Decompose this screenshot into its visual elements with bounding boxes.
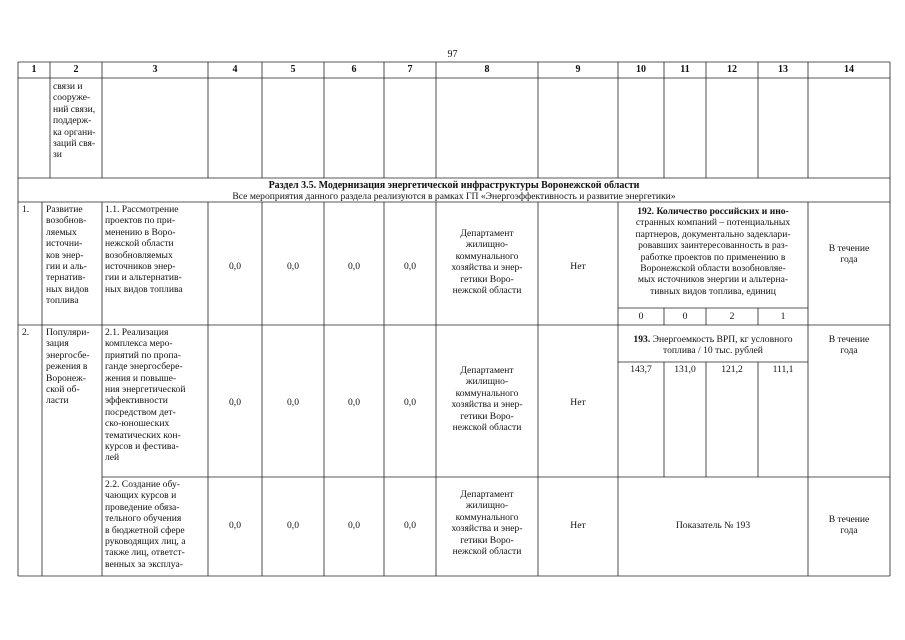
indicator-value: 0 (682, 311, 688, 322)
text-line: работке проектов по применению в (640, 251, 786, 263)
text-line: гии и альтернатив- (105, 272, 182, 284)
text-line: нежской области (105, 238, 174, 250)
text-line: режения в (46, 361, 88, 373)
term (808, 334, 890, 357)
continuation-col2-text (53, 81, 99, 161)
funding-value: 0,0 (348, 397, 360, 408)
text-line: комплекса меро- (105, 338, 173, 350)
text-line: эффективности (105, 395, 168, 407)
text-line: нежской области (452, 422, 522, 434)
text-line: ка органи- (53, 126, 96, 138)
header-col-12: 12 (727, 64, 737, 75)
indicator-text (620, 206, 806, 297)
text-line: тематических кон- (105, 429, 181, 441)
text-line: гетики Воро- (460, 534, 514, 546)
term (808, 514, 890, 537)
text-line: года (840, 525, 858, 537)
text-line: ния энергетической (105, 384, 186, 396)
text-line: Департамент (460, 228, 514, 239)
text-line: поддерж- (53, 115, 92, 127)
text-line: мых источников энергии и альтерна- (637, 274, 789, 286)
indicator-number: 193. (633, 334, 651, 345)
text-line: Воронежской области возобновляе- (640, 263, 786, 275)
text-line: 1.1. Рассмотрение (105, 204, 179, 215)
header-col-3: 3 (152, 64, 158, 75)
indicator-value: 121,2 (721, 364, 743, 375)
funding-value: 0,0 (229, 520, 241, 531)
text-line: топлива / 10 тыс. рублей (663, 345, 763, 357)
header-col-14: 14 (844, 64, 854, 75)
row-number: 2. (22, 327, 30, 338)
indicator-value: 2 (729, 311, 735, 322)
text-line: гии и аль- (46, 261, 87, 273)
text-line: жения и повыше- (105, 372, 177, 384)
page-number: 97 (447, 49, 458, 60)
section-title: Раздел 3.5. Модернизация энергетической инфраструктуры Воронежской области (268, 180, 640, 191)
text-line: руководящих лиц, а (105, 536, 186, 548)
text-line: Популяри- (46, 327, 90, 338)
col9-value: Нет (570, 261, 586, 272)
text-line: ской об- (46, 384, 80, 396)
text-line: в бюджетной сфере (105, 524, 185, 536)
indicator-value: 0 (638, 311, 644, 322)
activity-text (105, 327, 205, 464)
funding-value: 0,0 (287, 520, 299, 531)
header-col-4: 4 (232, 64, 238, 75)
text-line (620, 334, 806, 345)
activity-text (105, 479, 205, 570)
text-line: коммунального (455, 511, 519, 523)
text-line: странных компаний – потенциальных (635, 217, 791, 229)
text-line: ласти (46, 395, 69, 407)
text-line: ных видов (46, 283, 89, 295)
header-col-7: 7 (407, 64, 413, 75)
header-col-9: 9 (575, 64, 581, 75)
text-line: В течение (828, 243, 870, 254)
text-line: зи (53, 149, 62, 161)
text-line: ляемых (46, 226, 77, 238)
term (808, 243, 890, 266)
text-line: ровавших заинтересованность в раз- (638, 240, 788, 252)
indicator-value: 111,1 (772, 364, 794, 375)
header-col-10: 10 (636, 64, 646, 75)
text-line: гетики Воро- (460, 273, 514, 285)
header-col-8: 8 (484, 64, 490, 75)
funding-value: 0,0 (348, 520, 360, 531)
text-line: В течение (828, 334, 870, 345)
col9-value: Нет (570, 520, 586, 531)
text-line: жилищно- (465, 500, 509, 512)
text-line: 192. Количество российских и ино- (637, 206, 789, 217)
text-line: заций свя- (53, 138, 96, 150)
text-line: возобнов- (46, 215, 87, 227)
executor (436, 228, 538, 296)
text-line: чающих курсов и (105, 490, 177, 502)
text-line: курсов и фестива- (105, 441, 179, 453)
text-line: ных видов топлива (105, 283, 183, 295)
funding-value: 0,0 (404, 520, 416, 531)
activity-text (105, 204, 205, 295)
text-line: источни- (46, 238, 83, 250)
text-line: возобновляемых (105, 249, 173, 261)
text-line: тивных видов топлива, единиц (650, 285, 776, 297)
text-line: лей (105, 452, 120, 464)
funding-value: 0,0 (404, 397, 416, 408)
text-line: Воронеж- (46, 372, 87, 384)
text-line: ганде энергосбере- (105, 361, 183, 373)
text-line: ков энер- (46, 249, 84, 261)
indicator-text (620, 334, 806, 357)
funding-value: 0,0 (229, 261, 241, 272)
text-line: хозяйства и энер- (451, 262, 523, 274)
indicator-value: 131,0 (674, 364, 696, 375)
program-name (46, 204, 100, 307)
text-line: приятий по пропа- (105, 349, 181, 361)
header-col-5: 5 (290, 64, 296, 75)
text-line: 2.2. Создание обу- (105, 479, 180, 490)
text-line: менению в Воро- (105, 226, 176, 238)
executor (436, 489, 538, 557)
text-line: коммунального (455, 387, 519, 399)
text-line: хозяйства и энер- (451, 399, 523, 411)
text-line: тернатив- (46, 272, 86, 284)
text-line: Департамент (460, 489, 514, 500)
indicator-text: Показатель № 193 (675, 520, 751, 531)
text-line: проектов по при- (105, 215, 176, 227)
program-name (46, 327, 100, 407)
text-line: проведение обяза- (105, 501, 180, 513)
text-line: года (840, 254, 858, 266)
text-line: посредством дет- (105, 406, 176, 418)
funding-value: 0,0 (348, 261, 360, 272)
text-line: нежской области (452, 546, 522, 558)
funding-value: 0,0 (287, 261, 299, 272)
text-line: зация (46, 338, 69, 350)
text-line: коммунального (455, 250, 519, 262)
text-line: нежской области (452, 285, 522, 297)
header-col-13: 13 (778, 64, 788, 75)
text-line: венных за эксплуа- (105, 558, 183, 570)
text-line: связи и (53, 81, 83, 92)
col9-value: Нет (570, 397, 586, 408)
text-line: ско-юношеских (105, 418, 170, 430)
text-line: жилищно- (465, 239, 509, 251)
section-subtitle: Все мероприятия данного раздела реализуются в рамках ГП «Энергоэффективность и развитие энергетики» (232, 191, 676, 202)
text-line: 2.1. Реализация (105, 327, 169, 338)
text-line: хозяйства и энер- (451, 523, 523, 535)
funding-value: 0,0 (404, 261, 416, 272)
text-line: Развитие (46, 204, 83, 215)
header-col-2: 2 (73, 64, 79, 75)
funding-value: 0,0 (287, 397, 299, 408)
text-line: года (840, 345, 858, 357)
text-line: топлива (46, 295, 79, 307)
text-line: В течение (828, 514, 870, 525)
text-line: жилищно- (465, 376, 509, 388)
text-line: сооруже- (53, 92, 91, 104)
indicator-value: 143,7 (630, 364, 652, 375)
text-span: Энергоемкость ВРП, кг условного (650, 334, 793, 345)
header-col-6: 6 (351, 64, 357, 75)
row-number: 1. (22, 204, 30, 215)
text-line: гетики Воро- (460, 410, 514, 422)
header-col-1: 1 (31, 64, 37, 75)
text-line: партнеров, документально задеклари- (635, 228, 791, 240)
header-col-11: 11 (680, 64, 690, 75)
text-line: ний связи, (53, 103, 96, 115)
text-line: также лиц, ответст- (105, 547, 185, 559)
executor (436, 365, 538, 433)
text-line: источников энер- (105, 261, 176, 273)
funding-value: 0,0 (229, 397, 241, 408)
text-line: Департамент (460, 365, 514, 376)
indicator-value: 1 (780, 311, 786, 322)
text-line: энергосбе- (46, 349, 90, 361)
text-line: тельного обучения (105, 513, 182, 525)
